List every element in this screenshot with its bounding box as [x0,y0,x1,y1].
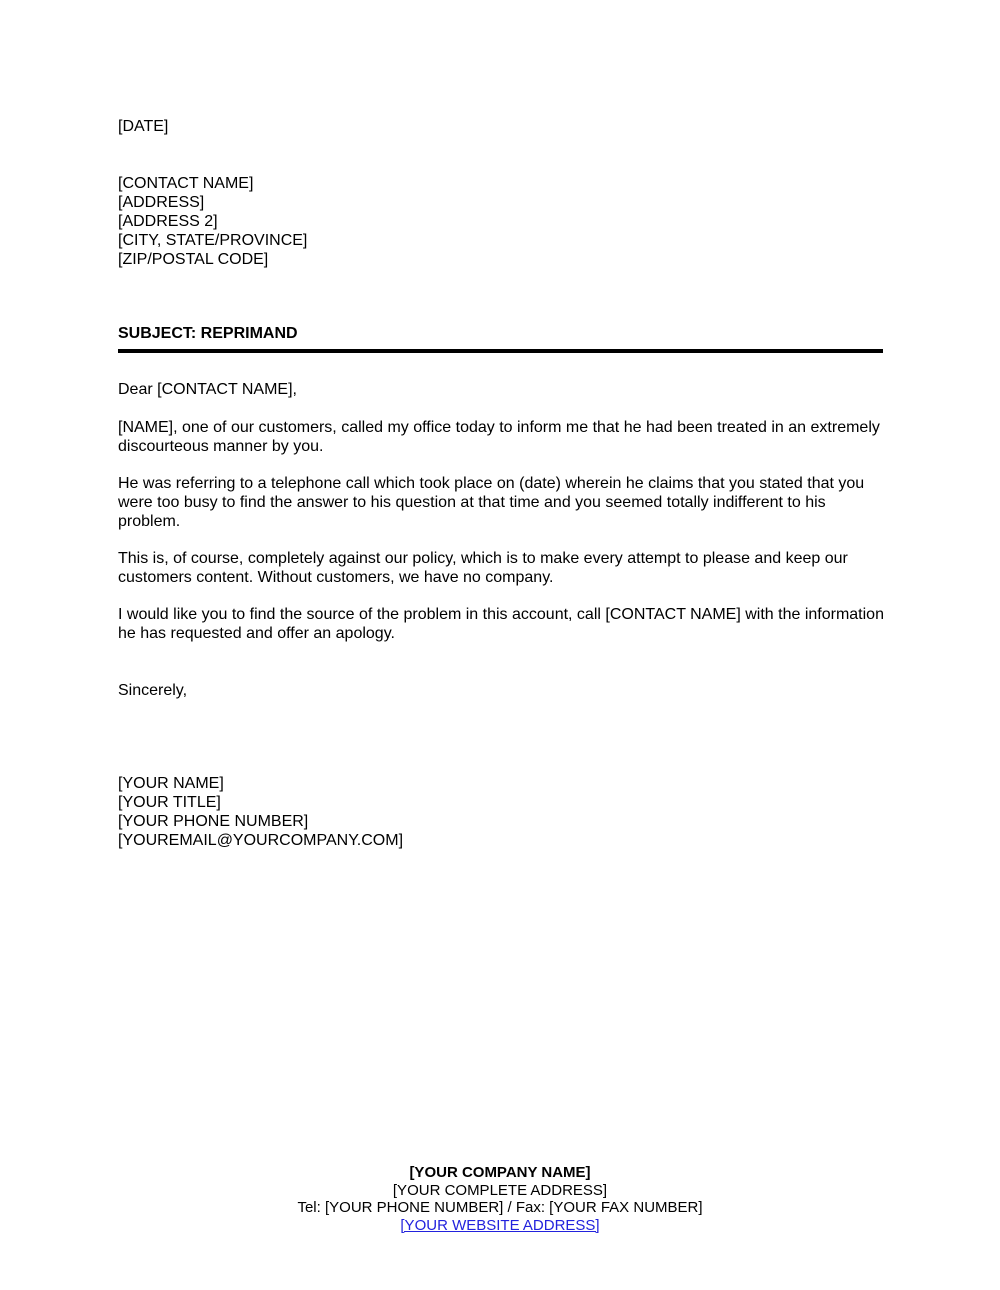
footer-contact-line: Tel: [YOUR PHONE NUMBER] / Fax: [YOUR FAX NUMBER] [297,1199,703,1216]
subject-divider [118,349,883,353]
footer-website-link[interactable]: [YOUR WEBSITE ADDRESS] [400,1216,600,1234]
signature-phone: [YOUR PHONE NUMBER] [118,813,309,830]
footer-company-name: [YOUR COMPANY NAME] [409,1164,591,1181]
salutation: Dear [CONTACT NAME], [118,381,297,398]
body-paragraph-4: I would like you to find the source of the problem in this account, call [CONTACT NAME] with the information he has requested and offer an apology. [118,606,884,642]
recipient-address: [ADDRESS] [118,194,205,211]
recipient-city-state: [CITY, STATE/PROVINCE] [118,232,308,249]
recipient-address-2: [ADDRESS 2] [118,213,218,230]
recipient-name: [CONTACT NAME] [118,175,254,192]
body-paragraph-3: This is, of course, completely against our policy, which is to make every attempt to please and keep our customers content. Without customers, we have no company. [118,550,848,586]
signature-name: [YOUR NAME] [118,775,224,792]
subject-line: SUBJECT: REPRIMAND [118,325,298,342]
body-paragraph-1: [NAME], one of our customers, called my office today to inform me that he had been treated in an extremely discourteous manner by you. [118,419,880,455]
body-paragraph-2: He was referring to a telephone call which took place on (date) wherein he claims that you stated that you were too busy to find the answer to his question at that time and you seemed totally indifferent to his problem. [118,475,865,530]
letter-date: [DATE] [118,118,169,135]
recipient-zip: [ZIP/POSTAL CODE] [118,251,269,268]
signature-title: [YOUR TITLE] [118,794,221,811]
page-footer [0,1164,1000,1234]
signature-email: [YOUREMAIL@YOURCOMPANY.COM] [118,832,404,849]
closing: Sincerely, [118,682,188,699]
footer-address: [YOUR COMPLETE ADDRESS] [392,1181,608,1199]
